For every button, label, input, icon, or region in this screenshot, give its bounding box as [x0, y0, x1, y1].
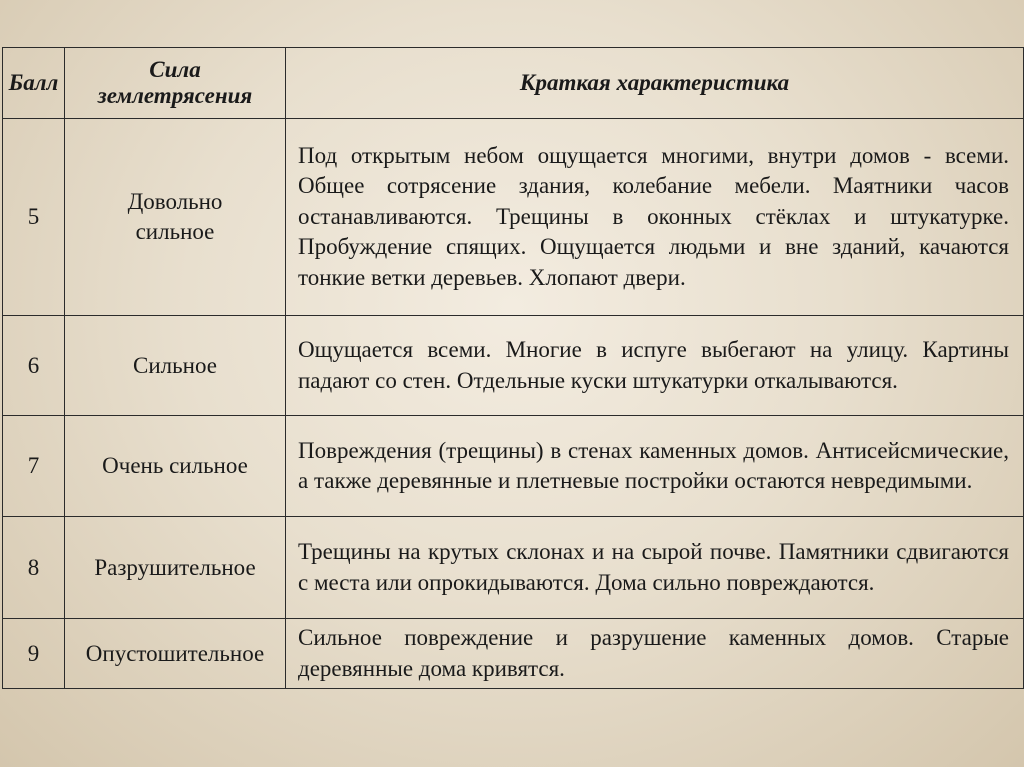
row-force: Опустошительное	[65, 619, 286, 689]
row-score: 6	[3, 316, 65, 416]
row-description: Повреждения (трещины) в стенах каменных домов. Антисейсмические, а также деревянные и плетневые постройки остаются невредимыми.	[286, 416, 1024, 517]
row-description: Ощущается всеми. Многие в испуге выбегают на улицу. Картины падают со стен. Отдельные куски штукатурки откалываются.	[286, 316, 1024, 416]
table-row	[3, 119, 1024, 316]
earthquake-scale-table	[2, 47, 1024, 689]
table-row	[3, 619, 1024, 689]
row-force: Очень сильное	[65, 416, 286, 517]
row-description: Трещины на крутых склонах и на сырой почве. Памятники сдвигаются с места или опрокидываются. Дома сильно повреждаются.	[286, 517, 1024, 619]
row-score: 5	[3, 119, 65, 316]
earthquake-table-container	[2, 47, 1023, 689]
header-score: Балл	[3, 48, 65, 119]
table-row	[3, 416, 1024, 517]
row-score: 7	[3, 416, 65, 517]
table-row	[3, 517, 1024, 619]
row-force: Сильное	[65, 316, 286, 416]
header-force: Сила землетрясения	[65, 48, 286, 119]
table-header-row	[3, 48, 1024, 119]
row-description: Под открытым небом ощущается многими, внутри домов - всеми. Общее сотрясение здания, колебание мебели. Маятники часов останавливаются. Трещины в оконных стёклах и штукатурке. Пробуждение спящих. Ощущается людьми и вне зданий, качаются тонкие ветки деревьев. Хлопают двери.	[286, 119, 1024, 316]
row-score: 9	[3, 619, 65, 689]
header-description: Краткая характеристика	[286, 48, 1024, 119]
row-force: Довольно сильное	[65, 119, 286, 316]
row-force: Разрушительное	[65, 517, 286, 619]
row-description: Сильное повреждение и разрушение каменных домов. Старые деревянные дома кривятся.	[286, 619, 1024, 689]
table-row	[3, 316, 1024, 416]
row-score: 8	[3, 517, 65, 619]
